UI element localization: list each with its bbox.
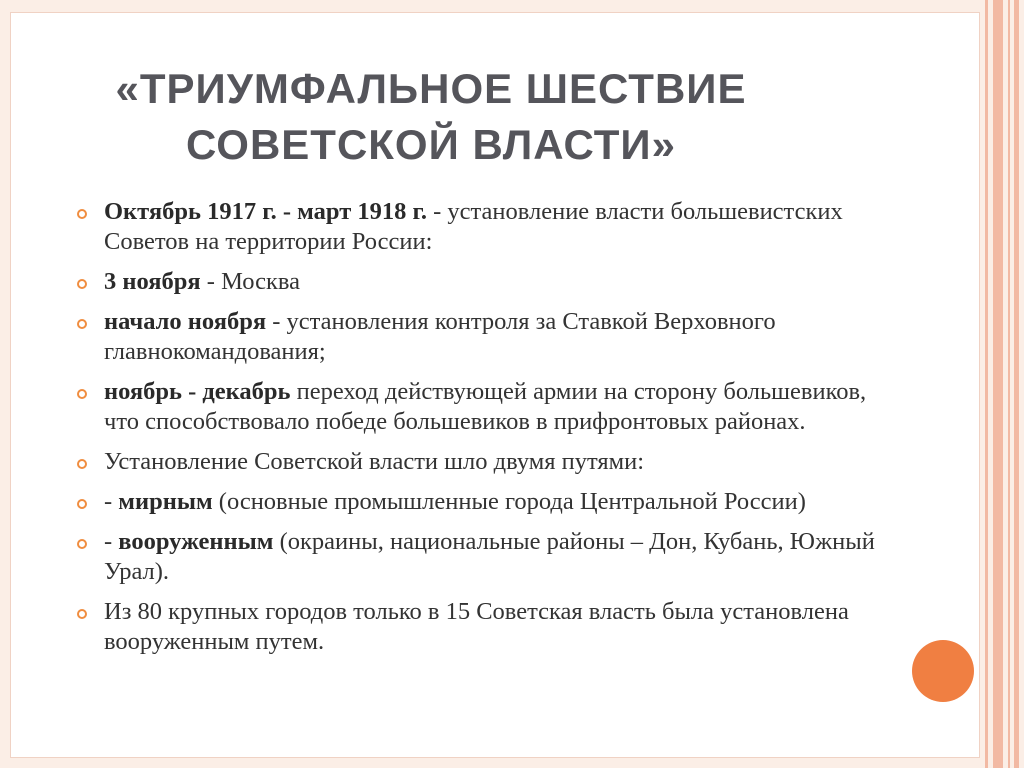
item-bold: вооруженным bbox=[118, 528, 274, 555]
item-text: (основные промышленные города Центральной России) bbox=[212, 488, 806, 515]
item-bold: 3 ноября bbox=[104, 268, 201, 295]
item-bold: мирным bbox=[118, 488, 213, 515]
item-lead: - bbox=[104, 488, 119, 515]
item-bold: начало ноября bbox=[104, 308, 267, 335]
stripe bbox=[1008, 0, 1010, 768]
item-text: - установление власти большевистских Советов на территории России: bbox=[104, 198, 843, 255]
slide-title bbox=[71, 61, 791, 173]
title-line-1: «ТРИУМФАЛЬНОЕ ШЕСТВИЕ bbox=[115, 65, 747, 112]
bullet-list bbox=[104, 197, 904, 667]
list-item bbox=[104, 487, 904, 517]
item-lead: - bbox=[104, 528, 119, 555]
list-item bbox=[104, 597, 904, 657]
list-item bbox=[104, 377, 904, 437]
list-item bbox=[104, 447, 904, 477]
item-text: Установление Советской власти шло двумя путями: bbox=[104, 448, 645, 475]
decorative-circle-icon bbox=[912, 640, 974, 702]
item-bold: Октябрь 1917 г. - март 1918 г. bbox=[104, 198, 427, 225]
list-item bbox=[104, 197, 904, 257]
item-text: - установления контроля за Ставкой Верховного главнокомандования; bbox=[104, 308, 776, 365]
item-text: (окраины, национальные районы – Дон, Кубань, Южный Урал). bbox=[104, 528, 875, 585]
list-item bbox=[104, 267, 904, 297]
stripe bbox=[1014, 0, 1019, 768]
decorative-stripes bbox=[984, 0, 1024, 768]
title-line-2: СОВЕТСКОЙ ВЛАСТИ» bbox=[186, 121, 676, 168]
list-item bbox=[104, 527, 904, 587]
item-text: переход действующей армии на сторону большевиков, что способствовало победе большевиков в прифронтовых районах. bbox=[104, 378, 867, 435]
item-text: - Москва bbox=[200, 268, 301, 295]
item-text: Из 80 крупных городов только в 15 Советская власть была установлена вооруженным путем. bbox=[104, 598, 849, 655]
stripe bbox=[993, 0, 1003, 768]
item-bold: ноябрь - декабрь bbox=[104, 378, 291, 405]
stripe bbox=[985, 0, 988, 768]
list-item bbox=[104, 307, 904, 367]
slide bbox=[10, 12, 980, 758]
